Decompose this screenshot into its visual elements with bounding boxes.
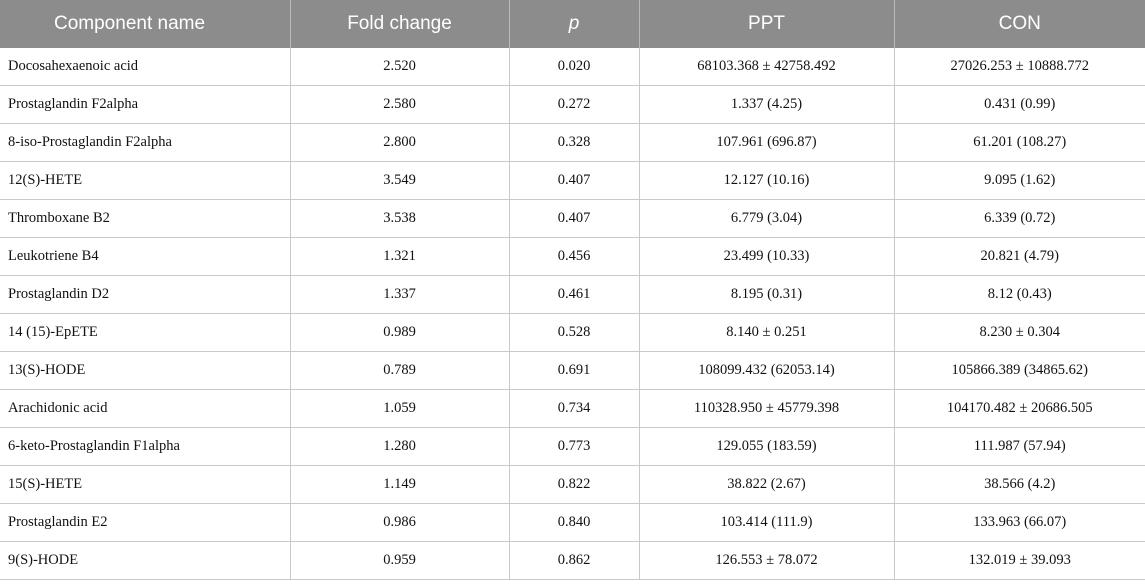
cell-fold-change: 1.149 [290, 466, 509, 504]
cell-p: 0.840 [509, 504, 639, 542]
cell-component-name: 12(S)-HETE [0, 162, 290, 200]
cell-ppt: 12.127 (10.16) [639, 162, 894, 200]
header-p: p [509, 0, 639, 48]
cell-ppt: 103.414 (111.9) [639, 504, 894, 542]
cell-ppt: 107.961 (696.87) [639, 124, 894, 162]
cell-con: 6.339 (0.72) [894, 200, 1145, 238]
cell-ppt: 108099.432 (62053.14) [639, 352, 894, 390]
header-fold-change: Fold change [290, 0, 509, 48]
cell-con: 9.095 (1.62) [894, 162, 1145, 200]
cell-ppt: 8.140 ± 0.251 [639, 314, 894, 352]
header-row [0, 0, 1145, 48]
cell-component-name: 9(S)-HODE [0, 542, 290, 580]
cell-component-name: Prostaglandin D2 [0, 276, 290, 314]
cell-component-name: Leukotriene B4 [0, 238, 290, 276]
cell-fold-change: 2.800 [290, 124, 509, 162]
cell-con: 8.12 (0.43) [894, 276, 1145, 314]
cell-con: 111.987 (57.94) [894, 428, 1145, 466]
cell-fold-change: 3.538 [290, 200, 509, 238]
cell-fold-change: 2.520 [290, 48, 509, 86]
cell-fold-change: 1.321 [290, 238, 509, 276]
cell-fold-change: 0.789 [290, 352, 509, 390]
table-row [0, 276, 1145, 314]
cell-fold-change: 0.986 [290, 504, 509, 542]
cell-fold-change: 0.989 [290, 314, 509, 352]
table-body [0, 48, 1145, 580]
cell-p: 0.691 [509, 352, 639, 390]
cell-component-name: Docosahexaenoic acid [0, 48, 290, 86]
cell-component-name: 8-iso-Prostaglandin F2alpha [0, 124, 290, 162]
cell-con: 133.963 (66.07) [894, 504, 1145, 542]
header-ppt: PPT [639, 0, 894, 48]
cell-p: 0.862 [509, 542, 639, 580]
cell-ppt: 38.822 (2.67) [639, 466, 894, 504]
cell-fold-change: 3.549 [290, 162, 509, 200]
cell-p: 0.407 [509, 200, 639, 238]
table-row [0, 428, 1145, 466]
cell-ppt: 126.553 ± 78.072 [639, 542, 894, 580]
cell-p: 0.272 [509, 86, 639, 124]
cell-con: 105866.389 (34865.62) [894, 352, 1145, 390]
cell-con: 27026.253 ± 10888.772 [894, 48, 1145, 86]
cell-con: 8.230 ± 0.304 [894, 314, 1145, 352]
header-con: CON [894, 0, 1145, 48]
cell-p: 0.020 [509, 48, 639, 86]
cell-ppt: 8.195 (0.31) [639, 276, 894, 314]
cell-con: 20.821 (4.79) [894, 238, 1145, 276]
table-row [0, 390, 1145, 428]
table-row [0, 162, 1145, 200]
cell-fold-change: 1.337 [290, 276, 509, 314]
cell-p: 0.528 [509, 314, 639, 352]
cell-fold-change: 2.580 [290, 86, 509, 124]
cell-ppt: 129.055 (183.59) [639, 428, 894, 466]
cell-fold-change: 1.280 [290, 428, 509, 466]
cell-ppt: 68103.368 ± 42758.492 [639, 48, 894, 86]
cell-ppt: 6.779 (3.04) [639, 200, 894, 238]
cell-p: 0.407 [509, 162, 639, 200]
table-row [0, 200, 1145, 238]
table-row [0, 314, 1145, 352]
cell-component-name: Prostaglandin E2 [0, 504, 290, 542]
cell-component-name: Thromboxane B2 [0, 200, 290, 238]
table-row [0, 466, 1145, 504]
table-row [0, 238, 1145, 276]
cell-con: 38.566 (4.2) [894, 466, 1145, 504]
cell-component-name: 15(S)-HETE [0, 466, 290, 504]
cell-ppt: 110328.950 ± 45779.398 [639, 390, 894, 428]
table-row [0, 542, 1145, 580]
cell-p: 0.822 [509, 466, 639, 504]
cell-fold-change: 1.059 [290, 390, 509, 428]
cell-con: 104170.482 ± 20686.505 [894, 390, 1145, 428]
cell-component-name: 14 (15)-EpETE [0, 314, 290, 352]
table-row [0, 504, 1145, 542]
cell-con: 61.201 (108.27) [894, 124, 1145, 162]
cell-con: 132.019 ± 39.093 [894, 542, 1145, 580]
cell-p: 0.773 [509, 428, 639, 466]
table-row [0, 48, 1145, 86]
cell-component-name: Prostaglandin F2alpha [0, 86, 290, 124]
cell-p: 0.461 [509, 276, 639, 314]
cell-fold-change: 0.959 [290, 542, 509, 580]
cell-p: 0.456 [509, 238, 639, 276]
cell-con: 0.431 (0.99) [894, 86, 1145, 124]
cell-p: 0.734 [509, 390, 639, 428]
cell-ppt: 23.499 (10.33) [639, 238, 894, 276]
cell-component-name: 13(S)-HODE [0, 352, 290, 390]
table-row [0, 352, 1145, 390]
cell-component-name: 6-keto-Prostaglandin F1alpha [0, 428, 290, 466]
header-component-name: Component name [0, 0, 290, 48]
cell-p: 0.328 [509, 124, 639, 162]
cell-ppt: 1.337 (4.25) [639, 86, 894, 124]
cell-component-name: Arachidonic acid [0, 390, 290, 428]
table-row [0, 86, 1145, 124]
table-row [0, 124, 1145, 162]
